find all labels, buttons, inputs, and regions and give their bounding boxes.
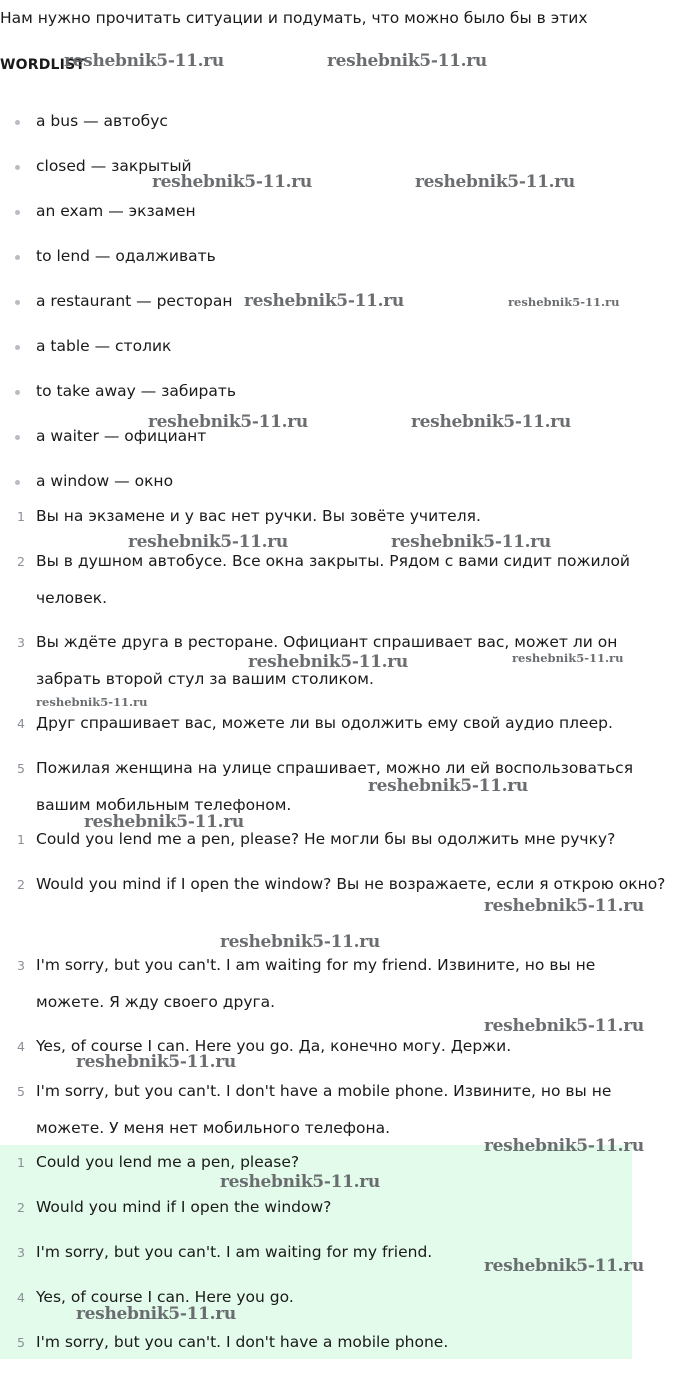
bullet-icon (15, 435, 20, 440)
item-number: 4 (17, 716, 25, 731)
bullet-icon (15, 300, 20, 305)
watermark: reshebnik5-11.ru (152, 172, 312, 192)
item-number: 1 (17, 509, 25, 524)
wordlist-item (36, 110, 168, 132)
item-number: 2 (17, 877, 25, 892)
watermark: reshebnik5-11.ru (327, 51, 487, 71)
situation-text: Вы в душном автобусе. Все окна закрыты. Рядом с вами сидит пожилой человек. (36, 552, 631, 607)
answer-item (17, 1189, 666, 1226)
watermark: reshebnik5-11.ru (220, 932, 380, 952)
item-number: 1 (17, 1155, 25, 1170)
bullet-icon (15, 345, 20, 350)
answer-item (17, 1324, 666, 1361)
translation-text: I'm sorry, but you can't. I am waiting for my friend. Извините, но вы не можете. Я жду своего друга. (36, 956, 596, 1011)
watermark: reshebnik5-11.ru (415, 172, 575, 192)
answer-text: Would you mind if I open the window? (36, 1198, 332, 1216)
wordlist-item-text: a restaurant — ресторан (36, 292, 233, 310)
watermark: reshebnik5-11.ru (512, 651, 624, 665)
item-number: 3 (17, 1245, 25, 1260)
watermark: reshebnik5-11.ru (484, 896, 644, 916)
item-number: 1 (17, 832, 25, 847)
situation-item (17, 705, 666, 742)
item-number: 4 (17, 1290, 25, 1305)
watermark: reshebnik5-11.ru (391, 532, 551, 552)
wordlist-heading: WORDLIST (0, 57, 86, 73)
wordlist-item-text: to take away — забирать (36, 382, 237, 400)
item-number: 2 (17, 554, 25, 569)
wordlist-item (36, 200, 196, 222)
answer-text: I'm sorry, but you can't. I don't have a mobile phone. (36, 1333, 449, 1351)
translation-text: Yes, of course I can. Here you go. Да, конечно могу. Держи. (36, 1037, 512, 1055)
watermark: reshebnik5-11.ru (484, 1136, 644, 1156)
bullet-icon (15, 390, 20, 395)
watermark: reshebnik5-11.ru (76, 1304, 236, 1324)
watermark: reshebnik5-11.ru (411, 412, 571, 432)
watermark: reshebnik5-11.ru (84, 812, 244, 832)
translation-item (17, 947, 666, 1021)
wordlist-item-text: a table — столик (36, 337, 172, 355)
wordlist-item (36, 380, 236, 402)
item-number: 5 (17, 1335, 25, 1350)
wordlist-item (36, 290, 232, 312)
watermark: reshebnik5-11.ru (128, 532, 288, 552)
bullet-icon (15, 210, 20, 215)
watermark: reshebnik5-11.ru (368, 776, 528, 796)
wordlist-item-text: a window — окно (36, 472, 174, 490)
situation-item (17, 543, 666, 617)
bullet-icon (15, 255, 20, 260)
item-number: 5 (17, 761, 25, 776)
wordlist-item-text: to lend — одалживать (36, 247, 216, 265)
wordlist-item (36, 245, 216, 267)
bullet-icon (15, 120, 20, 125)
item-number: 2 (17, 1200, 25, 1215)
answer-text: Could you lend me a pen, please? (36, 1153, 300, 1171)
watermark: reshebnik5-11.ru (248, 652, 408, 672)
watermark: reshebnik5-11.ru (484, 1256, 644, 1276)
item-number: 3 (17, 958, 25, 973)
wordlist-item (36, 335, 171, 357)
wordlist-item-text: a bus — автобус (36, 112, 168, 130)
situation-item (17, 498, 666, 535)
wordlist-item (36, 470, 173, 492)
answer-text: I'm sorry, but you can't. I am waiting for my friend. (36, 1243, 433, 1261)
bullet-icon (15, 165, 20, 170)
watermark: reshebnik5-11.ru (508, 295, 620, 309)
intro-text: Нам нужно прочитать ситуации и подумать, что можно было бы в этих (0, 9, 588, 27)
watermark: reshebnik5-11.ru (76, 1052, 236, 1072)
item-number: 5 (17, 1084, 25, 1099)
watermark: reshebnik5-11.ru (64, 51, 224, 71)
translation-text: Could you lend me a pen, please? Не могли бы вы одолжить мне ручку? (36, 830, 616, 848)
bullet-icon (15, 480, 20, 485)
situation-text: Пожилая женщина на улице спрашивает, можно ли ей воспользоваться вашим мобильным телефоном. (36, 759, 634, 814)
answer-text: Yes, of course I can. Here you go. (36, 1288, 294, 1306)
translation-text: Would you mind if I open the window? Вы не возражаете, если я открою окно? (36, 875, 666, 893)
wordlist-item-text: a waiter — официант (36, 427, 207, 445)
item-number: 4 (17, 1039, 25, 1054)
watermark: reshebnik5-11.ru (148, 412, 308, 432)
wordlist-item-text: closed — закрытый (36, 157, 192, 175)
translation-text: I'm sorry, but you can't. I don't have a mobile phone. Извините, но вы не можете. У меня нет мобильного телефона. (36, 1082, 612, 1137)
situation-text: Вы на экзамене и у вас нет ручки. Вы зовёте учителя. (36, 507, 481, 525)
watermark: reshebnik5-11.ru (220, 1172, 380, 1192)
situation-text: Друг спрашивает вас, можете ли вы одолжить ему свой аудио плеер. (36, 714, 613, 732)
watermark: reshebnik5-11.ru (36, 695, 148, 709)
watermark: reshebnik5-11.ru (484, 1016, 644, 1036)
wordlist-item-text: an exam — экзамен (36, 202, 196, 220)
watermark: reshebnik5-11.ru (244, 291, 404, 311)
situation-text: Вы ждёте друга в ресторане. Официант спрашивает вас, может ли он забрать второй стул за вашим столиком. (36, 633, 618, 688)
item-number: 3 (17, 635, 25, 650)
